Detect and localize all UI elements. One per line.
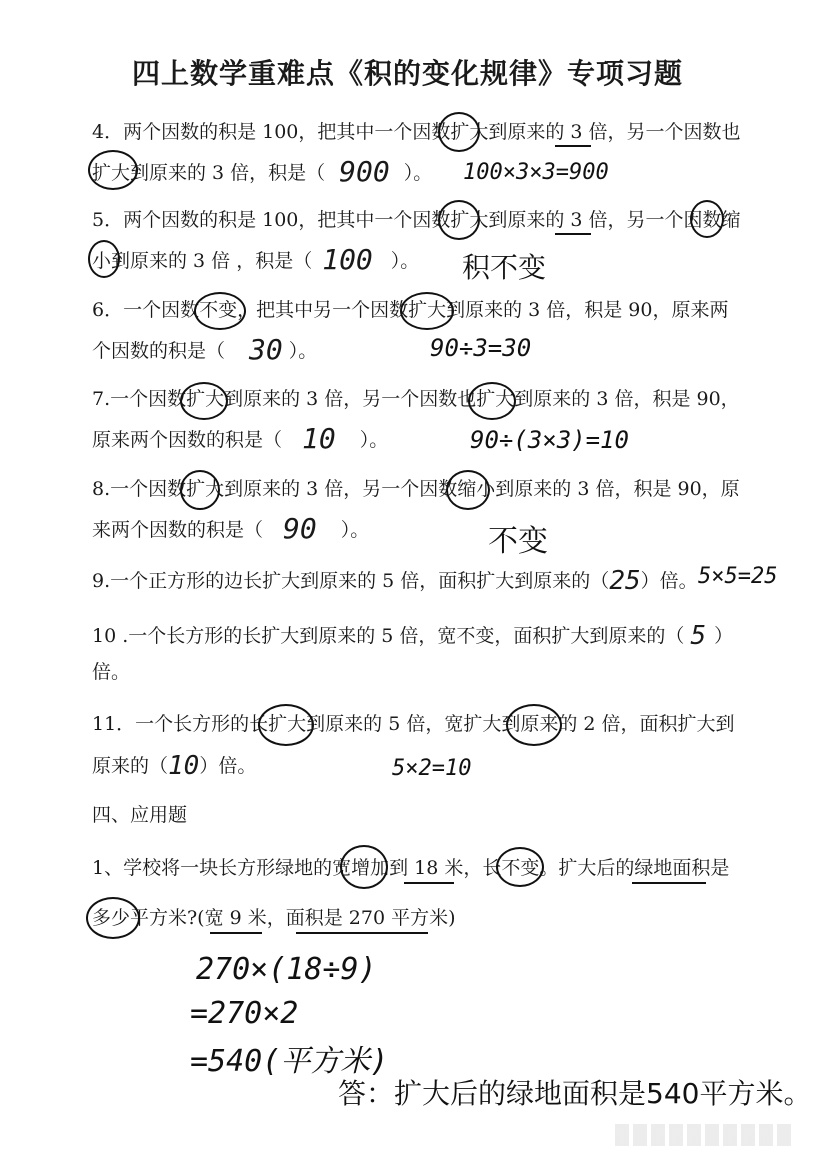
q5-line2-end: ）。 <box>390 250 420 272</box>
app1-answer: 答：扩大后的绿地面积是540平方米。 <box>338 1077 812 1110</box>
q10-line1-text: 10 .一个长方形的长扩大到原来的 5 倍，宽不变，面积扩大到原来的（ <box>92 625 685 647</box>
q5-line2-text: 小到原来的 3 倍 ，积是（ <box>92 250 313 272</box>
app1-work-2: =270×2 <box>190 996 299 1031</box>
q4-answer: 900 <box>339 155 390 188</box>
q5-line2 <box>92 243 420 276</box>
q6-line2-text: 个因数的积是（ <box>92 340 226 362</box>
q8-answer: 90 <box>283 512 317 545</box>
q4-line2-text: 扩大到原来的 3 倍，积是（ <box>92 162 326 184</box>
page-title: 四上数学重难点《积的变化规律》专项习题 <box>131 57 683 90</box>
q7-answer: 10 <box>302 422 336 455</box>
q9-answer: 25 <box>609 566 641 596</box>
app1-line2: 多少平方米?(宽 9 米，面积是 270 平方米) <box>92 907 456 929</box>
q6-line2-end: ）。 <box>288 340 318 362</box>
app1-underline-1 <box>404 882 454 884</box>
scan-watermark-strip <box>615 1124 795 1146</box>
q11-answer: 10 <box>168 751 200 781</box>
q7-line2-end: ）。 <box>359 429 389 451</box>
q7-line2-text: 原来两个因数的积是（ <box>92 429 283 451</box>
q10-line1 <box>92 621 734 651</box>
q11-line2 <box>92 751 257 781</box>
app1-work-3: =540(平方米) <box>190 1044 389 1079</box>
q9-line1-text: 9.一个正方形的边长扩大到原来的 5 倍，面积扩大到原来的（ <box>92 570 610 592</box>
app1-underline-4 <box>296 932 428 934</box>
q10-line2: 倍。 <box>92 661 131 683</box>
q6-work: 90÷3=30 <box>430 334 532 362</box>
q9-work: 5×5=25 <box>698 564 778 589</box>
q4-line1: 4．两个因数的积是 100，把其中一个因数扩大到原来的 3 倍，另一个因数也 <box>92 121 741 143</box>
app1-underline-3 <box>210 932 262 934</box>
app1-work-1: 270×(18÷9) <box>196 952 377 987</box>
q4-work: 100×3×3=900 <box>463 160 609 185</box>
q8-line2-end: ）。 <box>340 519 370 541</box>
q11-line2-end: ）倍。 <box>199 755 257 777</box>
q6-answer: 30 <box>249 333 283 366</box>
q7-line2 <box>92 422 389 455</box>
q8-work: 不变 <box>488 524 548 559</box>
q4-line2-end: ）。 <box>403 162 433 184</box>
q9-line1-end: ）倍。 <box>640 570 698 592</box>
q8-line2-text: 来两个因数的积是（ <box>92 519 264 541</box>
q7-work: 90÷(3×3)=10 <box>470 426 629 454</box>
section-heading: 四、应用题 <box>92 804 188 826</box>
q6-line1: 6．一个因数不变，把其中另一个因数扩大到原来的 3 倍，积是 90，原来两 <box>92 299 729 321</box>
q6-line2 <box>92 333 318 366</box>
app1-line1: 1、学校将一块长方形绿地的宽增加到 18 米，长不变。扩大后的绿地面积是 <box>92 857 730 879</box>
q5-answer: 100 <box>322 243 373 276</box>
q11-line2-text: 原来的（ <box>92 755 169 777</box>
q4-underline <box>555 145 591 147</box>
q4-line2 <box>92 155 433 188</box>
app1-underline-2 <box>632 882 706 884</box>
q9-line1 <box>92 566 698 596</box>
q5-line1: 5．两个因数的积是 100，把其中一个因数扩大到原来的 3 倍，另一个因数缩 <box>92 209 741 231</box>
q8-line2 <box>92 512 370 545</box>
q11-line1: 11．一个长方形的长扩大到原来的 5 倍，宽扩大到原来的 2 倍，面积扩大到 <box>92 713 735 735</box>
q5-work: 积不变 <box>462 251 547 284</box>
q11-work: 5×2=10 <box>392 756 472 781</box>
q10-line1-end: ） <box>714 625 734 647</box>
q10-answer: 5 <box>690 621 707 651</box>
q8-line1: 8.一个因数扩大到原来的 3 倍，另一个因数缩小到原来的 3 倍，积是 90，原 <box>92 478 740 500</box>
q5-underline <box>555 233 591 235</box>
q7-line1: 7.一个因数扩大到原来的 3 倍，另一个因数也扩大到原来的 3 倍，积是 90， <box>92 388 740 410</box>
